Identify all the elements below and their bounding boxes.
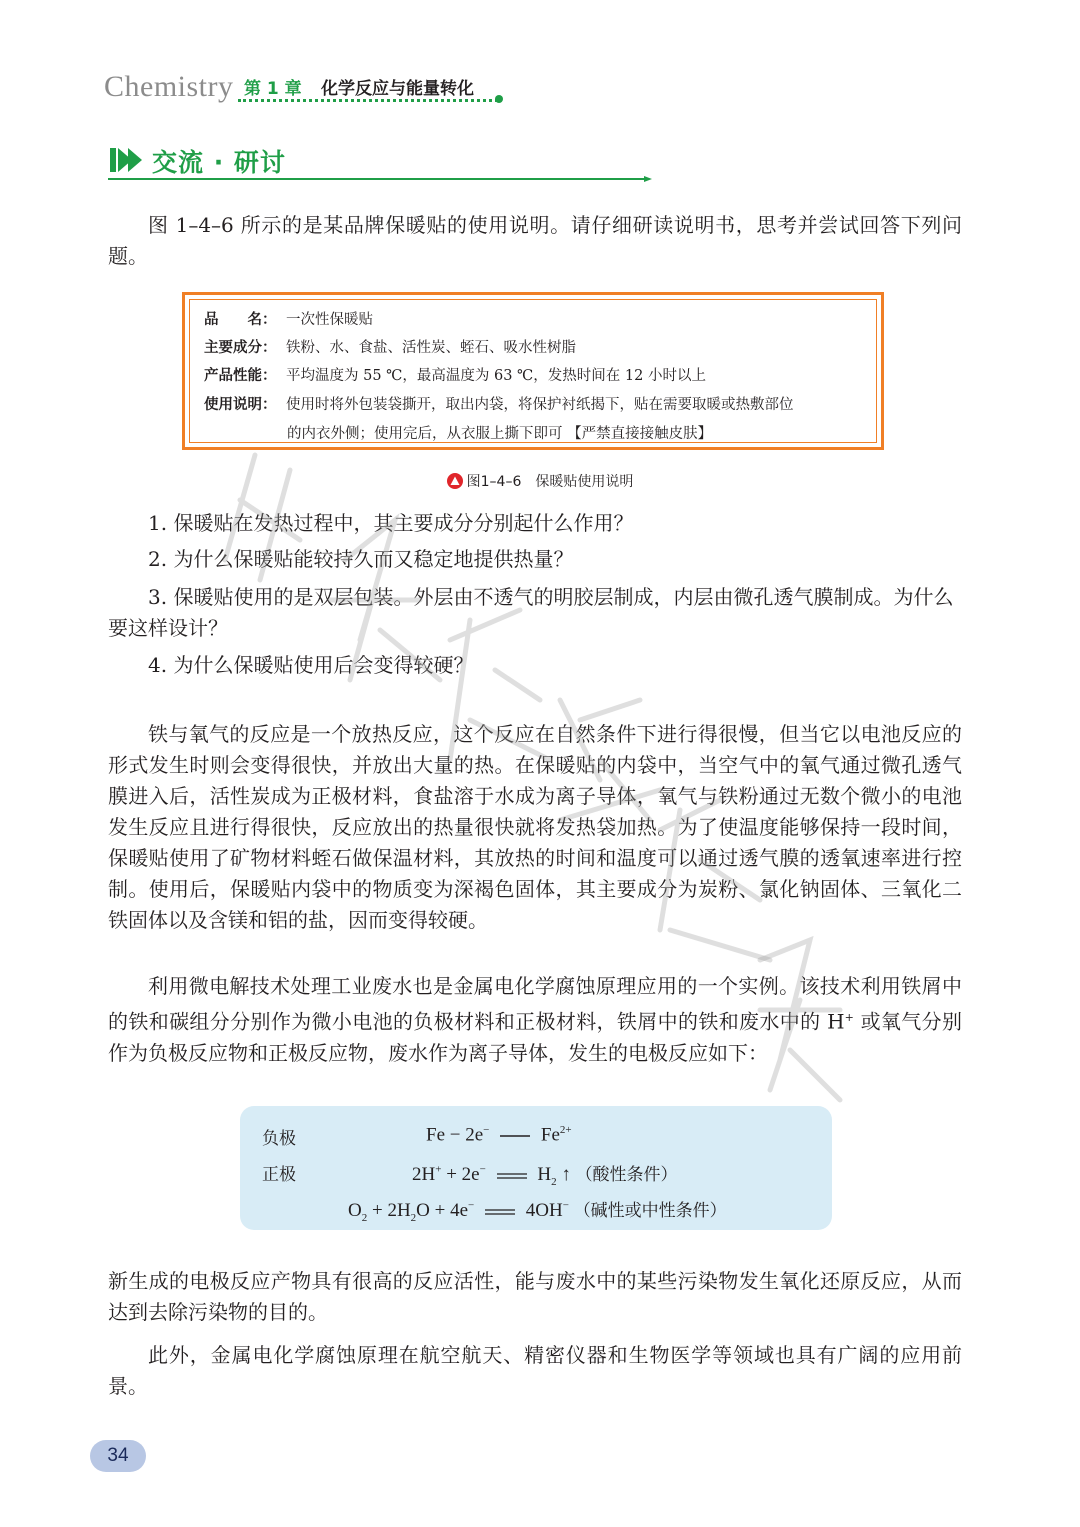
equation-term: 4OH bbox=[525, 1200, 563, 1221]
condition-note: （碱性或中性条件） bbox=[573, 1201, 727, 1221]
paragraph-text: 或氧气分别作为负极反应物和正极反应物，废水作为离子导体，发生的电极反应如下： bbox=[108, 1009, 962, 1065]
page-number: 34 bbox=[90, 1440, 146, 1472]
equals-sign-icon bbox=[485, 1208, 515, 1216]
equation-positive-acidic bbox=[412, 1160, 678, 1188]
negative-electrode-label: 负极 bbox=[262, 1129, 296, 1149]
question-4: 4. 为什么保暖贴使用后会变得较硬？ bbox=[148, 653, 474, 677]
figure-caption-text: 图1–4–6 保暖贴使用说明 bbox=[466, 474, 634, 490]
intro-paragraph: 图 1–4–6 所示的是某品牌保暖贴的使用说明。请仔细研读说明书，思考并尝试回答下列问题。 bbox=[108, 213, 962, 268]
question-1: 1. 保暖贴在发热过程中，其主要成分分别起什么作用？ bbox=[148, 511, 634, 535]
equation-term: + 2e bbox=[441, 1164, 480, 1185]
superscript: − bbox=[479, 1163, 486, 1176]
gas-arrow: ↑ bbox=[556, 1164, 571, 1185]
running-header-chapter: 第 1 章 bbox=[244, 79, 302, 99]
equals-arrow-icon bbox=[500, 1132, 530, 1140]
instruction-row-ingredients bbox=[204, 338, 576, 358]
instruction-value: 一次性保暖贴 bbox=[286, 312, 373, 328]
equation-term: H bbox=[537, 1164, 552, 1185]
equation-term: + 2H bbox=[367, 1200, 411, 1221]
play-forward-icon bbox=[110, 146, 144, 174]
equation-term: O + 4e bbox=[416, 1200, 469, 1221]
instruction-row-name bbox=[204, 310, 373, 330]
instruction-usage-continuation: 的内衣外侧；使用完后，从衣服上撕下即可 【严禁直接接触皮肤】 bbox=[287, 426, 713, 442]
paragraph-text: 利用微电解技术处理工业废水也是金属电化学腐蚀原理应用的一个实例。该技术利用铁屑中的铁和碳组分分别作为微小电池的负极材料和正极材料，铁屑中的铁和废水中的 H bbox=[108, 974, 962, 1034]
equation-term: Fe bbox=[540, 1124, 560, 1146]
triangle-icon bbox=[447, 473, 463, 489]
electrode-equations-box bbox=[240, 1106, 832, 1230]
running-header-subject: Chemistry bbox=[104, 70, 234, 103]
question-2: 2. 为什么保暖贴能较持久而又稳定地提供热量？ bbox=[148, 547, 574, 571]
instruction-value: 使用时将外包装袋撕开，取出内袋，将保护衬纸揭下，贴在需要取暖或热敷部位 bbox=[286, 397, 794, 413]
instruction-value: 平均温度为 55 ℃，最高温度为 63 ℃，发热时间在 12 小时以上 bbox=[286, 368, 706, 384]
body-paragraph-products: 新生成的电极反应产物具有很高的反应活性，能与废水中的某些污染物发生氧化还原反应，从而达到去除污染物的目的。 bbox=[108, 1269, 962, 1324]
body-paragraph-heat-pack: 铁与氧气的反应是一个放热反应，这个反应在自然条件下进行得很慢，但当它以电池反应的形式发生时则会变得很快，并放出大量的热。在保暖贴的内袋中，当空气中的氧气通过微孔透气膜进入后，活性炭成为正极材料，食盐溶于水成为离子导体，氧气与铁粉通过无数个微小的电池发生反应且进行得很快，反应放出的热量很快就将发热袋加热。为了使温度能够保持一段时间，保暖贴使用了矿物材料蛭石做保温材料，其放热的时间和温度可以通过透气膜的透氧速率进行控制。使用后，保暖贴内袋中的物质变为深褐色固体，其主要成分为炭粉、氯化钠固体、三氧化二铁固体以及含镁和铝的盐，因而变得较硬。 bbox=[108, 722, 962, 932]
equation-negative bbox=[426, 1124, 572, 1146]
instruction-value: 铁粉、水、食盐、活性炭、蛭石、吸水性树脂 bbox=[286, 340, 576, 356]
section-title: 交流 · 研讨 bbox=[152, 148, 286, 177]
header-dotted-rule bbox=[238, 99, 498, 102]
superscript: − bbox=[483, 1124, 490, 1136]
superscript: + bbox=[435, 1163, 442, 1176]
instruction-label: 品 名： bbox=[204, 312, 277, 328]
figure-caption bbox=[0, 471, 1080, 491]
subscript: 2 bbox=[361, 1211, 368, 1224]
body-paragraph-applications: 此外，金属电化学腐蚀原理在航空航天、精密仪器和生物医学等领域也具有广阔的应用前景。 bbox=[108, 1343, 962, 1398]
equation-term: O bbox=[348, 1200, 362, 1221]
body-paragraph-microelectrolysis bbox=[108, 971, 962, 1069]
instruction-row-performance bbox=[204, 366, 706, 386]
superscript-charge: + bbox=[844, 1011, 854, 1024]
equation-term: 2H bbox=[412, 1164, 436, 1185]
subscript: 2 bbox=[551, 1175, 557, 1188]
superscript: − bbox=[562, 1199, 569, 1212]
section-title-underline bbox=[108, 176, 652, 182]
superscript: 2+ bbox=[559, 1124, 572, 1136]
running-header-chapter-title: 化学反应与能量转化 bbox=[321, 79, 474, 99]
header-rule-end-dot bbox=[495, 95, 503, 103]
equation-positive-basic bbox=[348, 1196, 727, 1224]
equals-sign-icon bbox=[497, 1172, 527, 1180]
instruction-label: 产品性能： bbox=[204, 368, 277, 384]
condition-note: （酸性条件） bbox=[575, 1165, 678, 1185]
instruction-row-usage bbox=[204, 395, 794, 415]
question-3: 3. 保暖贴使用的是双层包装。外层由不透气的明胶层制成，内层由微孔透气膜制成。为什么要这样设计？ bbox=[108, 585, 954, 640]
superscript: − bbox=[468, 1199, 475, 1212]
positive-electrode-label: 正极 bbox=[262, 1165, 296, 1185]
instruction-label: 主要成分： bbox=[204, 340, 277, 356]
subscript: 2 bbox=[410, 1211, 417, 1224]
equation-term: Fe − 2e bbox=[426, 1124, 484, 1146]
instruction-label: 使用说明： bbox=[204, 397, 277, 413]
